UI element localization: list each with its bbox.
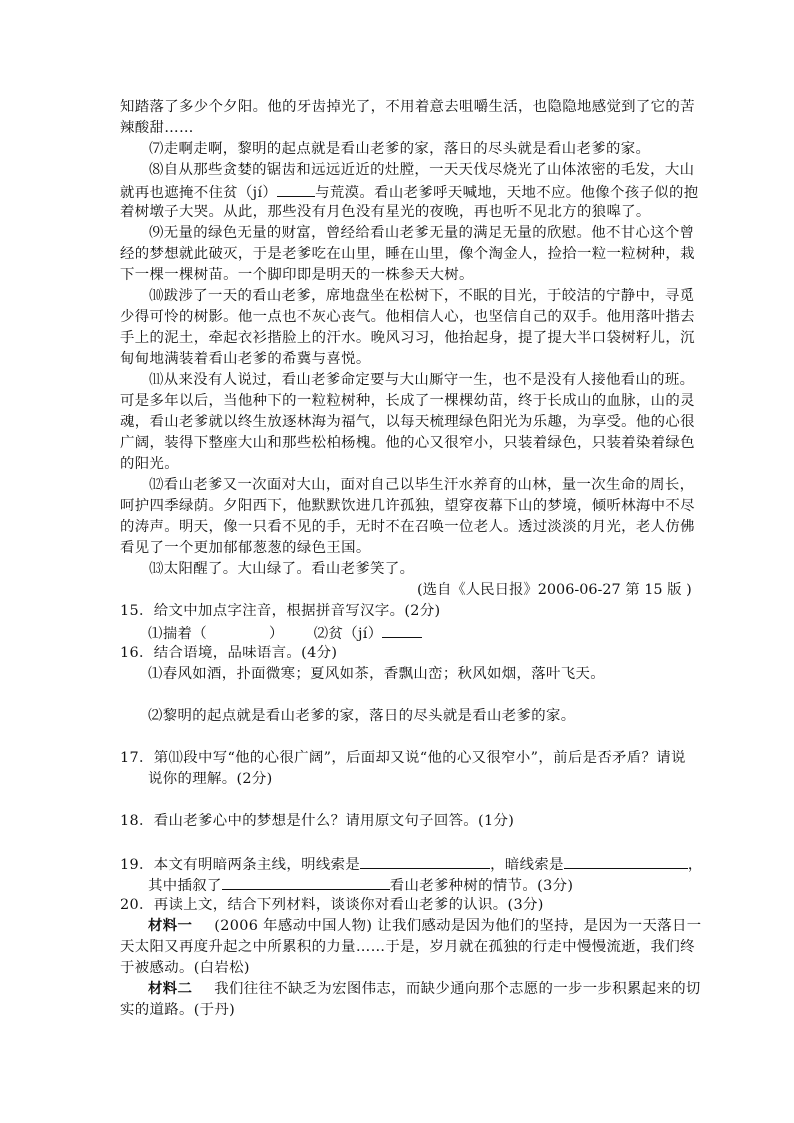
paragraph-8-line: ⑻自从那些贪婪的锯齿和远远近近的灶膛，一天天伐尽烧光了山体浓密的毛发，大山 bbox=[149, 162, 695, 178]
material-2-text: 我们往往不缺乏为宏图伟志，而缺少通向那个志愿的一步一步积累起来的切 bbox=[214, 981, 701, 997]
material-1-text: (2006 年感动中国人物) 让我们感动是因为他们的坚持，是因为一天落日一 bbox=[214, 918, 702, 934]
paragraph-9-line: ⑼无量的绿色无量的财富，曾经给看山老爹无量的满足无量的欣慰。他不甘心这个曾 bbox=[149, 225, 695, 241]
material-2-line: 实的道路。(于丹) bbox=[120, 1002, 236, 1018]
q15-item-2: ⑵贫（jí） bbox=[313, 626, 383, 642]
paragraph-11-line: 的阳光。 bbox=[120, 456, 179, 472]
material-1-line: 于被感动。(白岩松) bbox=[120, 960, 250, 976]
paragraph-8-line bbox=[120, 181, 698, 203]
paragraph-10-line: 甸甸地满装着看山老爹的希冀与喜悦。 bbox=[120, 351, 371, 367]
material-1-line bbox=[148, 916, 702, 936]
paragraph-12-line: 看见了一个更加郁郁葱葱的绿色王国。 bbox=[120, 540, 371, 556]
material-2-label: 材料二 bbox=[148, 980, 193, 997]
material-1-line: 天太阳又再度升起之中所累积的力量……于是，岁月就在孤独的行走中慢慢流逝，我们终 bbox=[120, 939, 695, 955]
question-17-line: 说你的理解。(2分) bbox=[148, 771, 273, 787]
paragraph-11-line: ⑾从来没有人说过，看山老爹命定要与大山厮守一生，也不是没有人接他看山的班。 bbox=[149, 372, 695, 388]
paragraph-13: ⒀太阳醒了。大山绿了。看山老爹笑了。 bbox=[149, 561, 415, 577]
paragraph-7: ⑺走啊走啊，黎明的起点就是看山老爹的家，落日的尽头就是看山老爹的家。 bbox=[149, 141, 651, 157]
question-16-item-1: ⑴春风如酒，扑面微寒；夏风如茶，香飘山峦；秋风如烟，落叶飞天。 bbox=[148, 666, 605, 682]
paragraph-12-line: ⑿看山老爹又一次面对大山，面对自己以毕生汗水养育的山林，量一次生命的周长， bbox=[149, 477, 695, 493]
question-20: 20．再读上文，结合下列材料，谈谈你对看山老爹的认识。(3分) bbox=[120, 897, 544, 913]
q19-text: 19．本文有明暗两条主线，明线索是 bbox=[120, 857, 361, 873]
paragraph-12-line: 呵护四季绿荫。夕阳西下，他默默饮进几许孤独，望穿夜幕下山的梦境，倾听林海中不尽 bbox=[120, 498, 695, 514]
question-17-line: 17．第⑾段中写“他的心很广阔”，后面却又说“他的心又很窄小”，前后是否矛盾？请说 bbox=[120, 750, 686, 766]
paragraph-8-text: 与荒漠。看山老爹呼天喊地，天地不应。他像个孩子似的抱 bbox=[315, 185, 699, 201]
q15-item-1-close: ） bbox=[268, 626, 284, 642]
question-16-item-2: ⑵黎明的起点就是看山老爹的家，落日的尽头就是看山老爹的家。 bbox=[148, 708, 576, 724]
paragraph-12-line: 的涛声。明天，像一只看不见的手，无时不在召唤一位老人。透过淡淡的月光，老人仿佛 bbox=[120, 519, 695, 535]
passage-line: 知踏落了多少个夕阳。他的牙齿掉光了，不用着意去咀嚼生活，也隐隐地感觉到了它的苦 bbox=[120, 99, 695, 115]
q19-text: 看山老爹种树的情节。(3分) bbox=[389, 878, 574, 894]
question-19-line bbox=[148, 874, 573, 896]
paragraph-10-line: 手上的泥土，牵起衣衫揩脸上的汗水。晚风习习，他抬起身，提了提大半口袋树籽儿，沉 bbox=[120, 330, 695, 346]
paragraph-9-line: 经的梦想就此破灭，于是老爹吃在山里，睡在山里，像个淘金人，捡拾一粒一粒树种，栽 bbox=[120, 246, 695, 262]
source-citation: (选自《人民日报》2006-06-27 第 15 版 ) bbox=[417, 582, 692, 598]
paragraph-10-line: ⑽跋涉了一天的看山老爹，席地盘坐在松树下，不眠的目光，于皎洁的宁静中，寻觅 bbox=[149, 288, 695, 304]
question-19-line bbox=[120, 853, 703, 875]
question-16: 16．结合语境，品味语言。(4分) bbox=[120, 645, 338, 661]
q19-text: ， bbox=[687, 857, 703, 873]
q19-text: 其中插叙了 bbox=[148, 878, 222, 894]
question-15-items bbox=[148, 622, 422, 644]
q15-item-1: ⑴揣着（ bbox=[148, 626, 207, 642]
question-18: 18．看山老爹心中的梦想是什么？请用原文句子回答。(1分) bbox=[120, 813, 515, 829]
fill-blank bbox=[382, 622, 422, 638]
paragraph-11-line: 广阔，装得下整座大山和那些松柏杨槐。他的心又很窄小，只装着绿色，只装着染着绿色 bbox=[120, 435, 695, 451]
paragraph-9-line: 下一棵一棵树苗。一个脚印即是明天的一株参天大树。 bbox=[120, 267, 474, 283]
material-2-line bbox=[148, 979, 701, 999]
passage-line: 辣酸甜…… bbox=[120, 120, 194, 136]
paragraph-10-line: 少得可怜的树影。他一点也不灰心丧气。他相信人心，也坚信自己的双手。他用落叶揩去 bbox=[120, 309, 695, 325]
q19-text: ，暗线索是 bbox=[490, 857, 564, 873]
fill-blank bbox=[277, 181, 315, 197]
fill-blank bbox=[564, 853, 688, 869]
question-15: 15．给文中加点字注音，根据拼音写汉字。(2分) bbox=[120, 603, 441, 619]
material-1-label: 材料一 bbox=[148, 917, 193, 934]
fill-blank bbox=[360, 853, 490, 869]
paragraph-8-line: 着树墩子大哭。从此，那些没有月色没有星光的夜晚，再也听不见北方的狼嗥了。 bbox=[120, 204, 651, 220]
paragraph-8-text: 就再也遮掩不住贫（jí） bbox=[120, 185, 278, 201]
paragraph-11-line: 可是多年以后，当他种下的一粒粒树种，长成了一棵棵幼苗，终于长成山的血脉，山的灵 bbox=[120, 393, 695, 409]
paragraph-11-line: 魂，看山老爹就以终生放逐林海为福气，以每天梳理绿色阳光为乐趣，为享受。他的心很 bbox=[120, 414, 695, 430]
fill-blank bbox=[222, 874, 390, 890]
